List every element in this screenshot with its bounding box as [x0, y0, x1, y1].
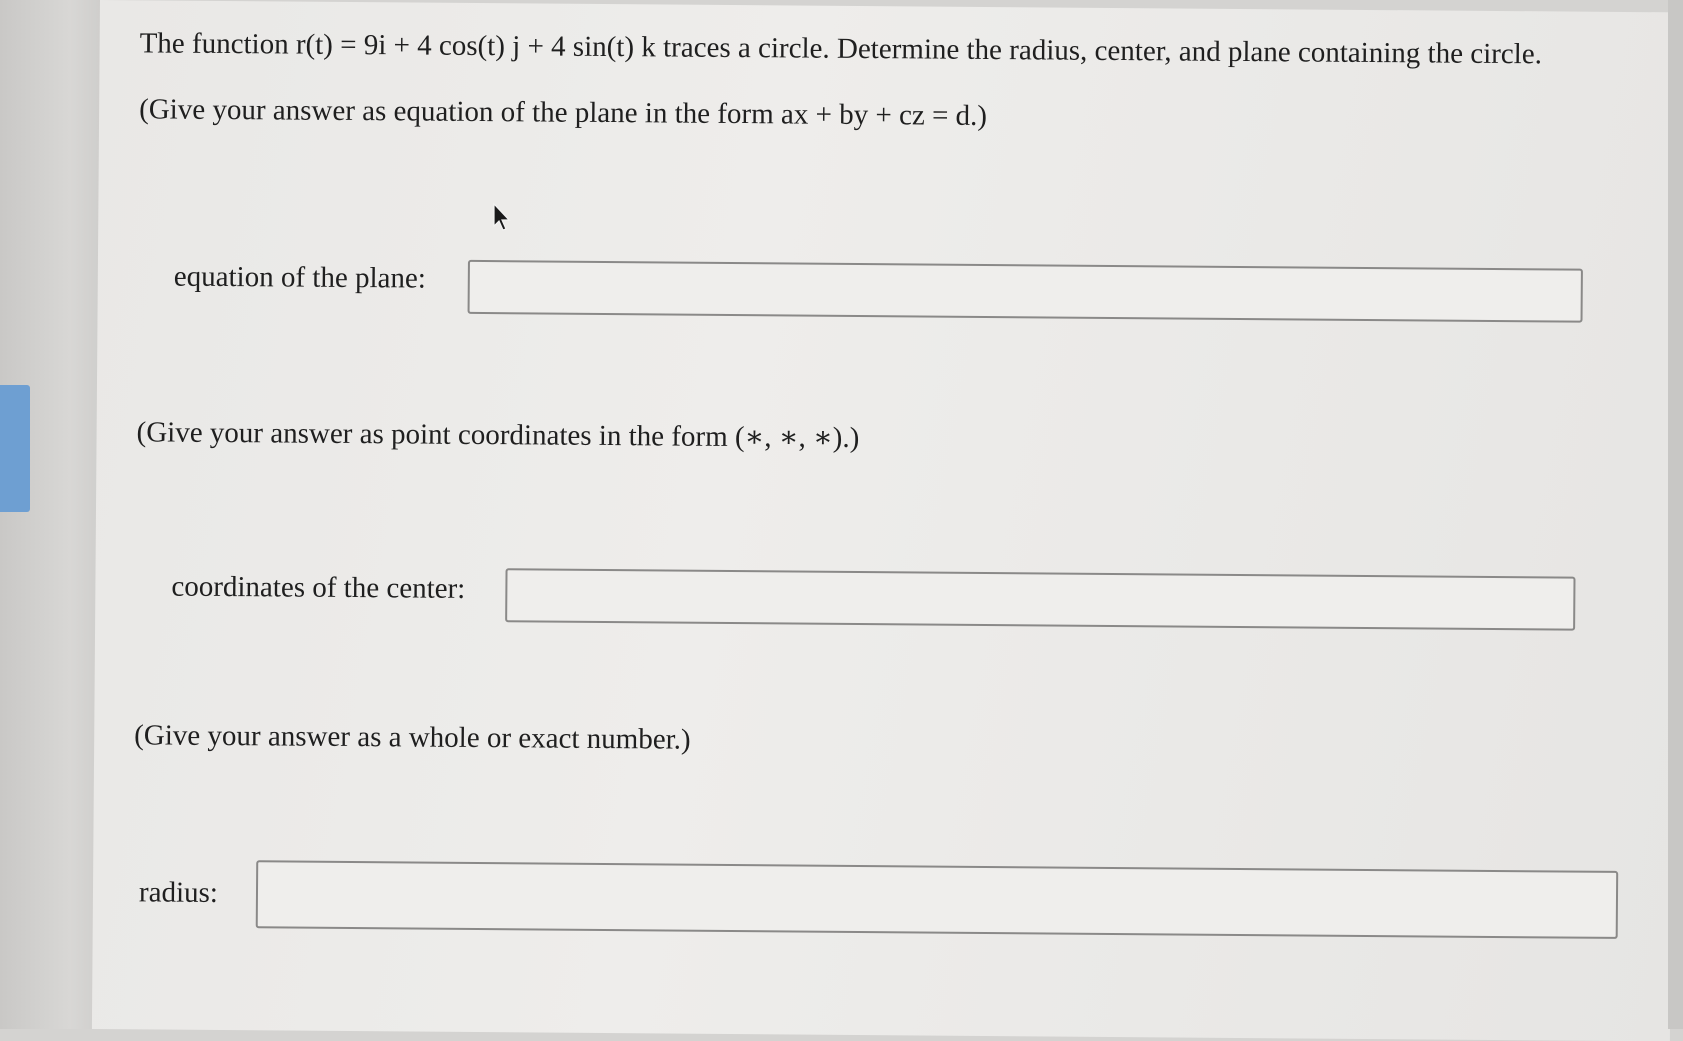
screen-edge	[1668, 0, 1683, 1029]
center-label: coordinates of the center:	[171, 570, 466, 605]
radius-label: radius:	[138, 876, 219, 909]
plane-label: equation of the plane:	[173, 260, 427, 295]
side-panel-tab[interactable]	[0, 385, 30, 512]
radius-instruction: (Give your answer as a whole or exact number.)	[134, 719, 691, 756]
question-panel	[92, 0, 1678, 1041]
plane-equation-input[interactable]	[468, 260, 1583, 323]
left-gutter	[0, 0, 100, 1029]
plane-instruction: (Give your answer as equation of the plane in the form ax + by + cz = d.)	[139, 93, 988, 132]
mouse-pointer-icon	[492, 202, 512, 232]
center-coordinates-input[interactable]	[505, 568, 1575, 630]
center-instruction: (Give your answer as point coordinates in the form (∗, ∗, ∗).)	[136, 416, 860, 454]
question-prompt: The function r(t) = 9i + 4 cos(t) j + 4 sin(t) k traces a circle. Determine the radius, center, and plane containing the circle.	[139, 27, 1543, 71]
radius-input[interactable]	[256, 860, 1618, 939]
